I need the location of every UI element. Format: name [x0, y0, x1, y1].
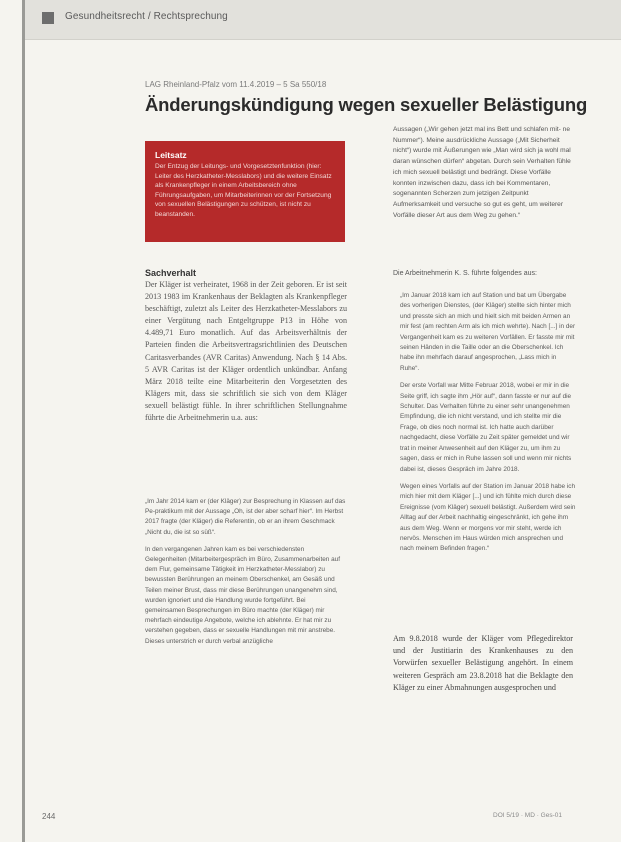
article-headline: Änderungskündigung wegen sexueller Belästigung: [145, 94, 588, 115]
quote-paragraph: „Im Januar 2018 kam ich auf Station und bat um Übergabe des vorherigen Dienstes, (der Kläger) stellte sich hinter mich und presste sich an mich und hielt sich mit beiden Armen an mir fest (am rechten Arm als ich mich wehrte). Nach [...] in der Vergangenheit kam es zu weiteren Vorfällen. Er fasste mir mit seinen Händen in die Taille oder an die Oberschenkel. Ich habe ihn mehrfach darauf angesprochen, „Lass mich in Ruhe“.: [400, 292, 576, 372]
right-quote-block: [400, 291, 576, 562]
leitsatz-text: Der Entzug der Leitungs- und Vorgesetztenfunktion (hier: Leiter des Herzkatheter-Messlabors) und die weitere Einsatz als Krankenpfleger in einem Arbeitsbereich ohne Führungsaufgaben, um Mitarbeiterinnen vor der Fortsetzung von sexuellen Belästigungen zu schützen, ist nicht zu beanstanden.: [155, 163, 332, 218]
left-margin-rule: [22, 0, 25, 842]
right-column-body: Am 9.8.2018 wurde der Kläger vom Pflegedirektor und der Justitiarin des Krankenhauses zu den Vorwürfen sexueller Belästigung angehört. In einem weiteren Gespräch am 23.8.2018 hat die Beklagte den Kläger zu einer Abmahnungen ausgesprochen und: [393, 634, 573, 692]
leitsatz-title: Leitsatz: [155, 150, 187, 160]
leitsatz-box: [145, 141, 345, 242]
quote-paragraph: „Im Jahr 2014 kam er (der Kläger) zur Besprechung in Klassen auf das Pe-praktikum mit der Aussage „Oh, ist der aber scharf hier“. Im Herbst 2017 fragte (der Kläger) die Referentin, ob er an ihrem Geschmack „Nicht du, die ist so süß“.: [145, 498, 346, 536]
sachverhalt-heading: Sachverhalt: [145, 268, 197, 278]
court-decision-reference: LAG Rheinland-Pfalz vom 11.4.2019 – 5 Sa 550/18: [145, 80, 327, 89]
quote-paragraph: In den vergangenen Jahren kam es bei verschiedensten Gelegenheiten (Mitarbeitergespräch im Büro, Zusammenarbeiten auf dem Flur, gemeinsame Tätigkeit im Herzkatheter-Messlabor) zu bewussten Berührungen an meinem Oberschenkel, am Gesäß und Teilen meiner Brust, dass mir diese Berührungen unangenehm sind, wurden ignoriert und die Handlung wurde fortgeführt. Bei gemeinsamen Besprechungen im Büro machte (der Kläger) mir mehrfach eindeutige Angebote, welche ich ablehnte. Er hat mir zu verstehen gegeben, dass er sexuelle Handlungen mit mir anstrebe. Dieses unterstrich er durch verbal anzügliche: [145, 545, 341, 645]
quote-paragraph: Der erste Vorfall war Mitte Februar 2018, wobei er mir in die Seite griff, ich sagte ihm „Hör auf“, dann fasste er nur auf die Schulter. Das Verhalten führte zu einer sehr unangenehmen Empfindung, die ich nicht verstand, und ich stellte mir die Frage, ob dies noch normal ist. Ich hatte auch darüber nachgedacht, diese Vorfälle zu Zeit später gemeldet und wir trat in meiner Anwesenheit auf den Kläger zu, um ihm zu sagen, dass er mich in Ruhe lassen soll und wenn mir nichts dabei ist, dieses Gespräch im Jahre 2018.: [400, 382, 572, 473]
footer-reference: DOI 5/19 · MD · Ges-01: [493, 812, 562, 819]
left-quote-block: [145, 497, 347, 654]
section-square-icon: [42, 12, 54, 24]
section-title: Gesundheitsrecht / Rechtsprechung: [65, 11, 228, 22]
page-number: 244: [42, 812, 56, 821]
right-column-intro: Die Arbeitnehmerin K. S. führte folgendes aus:: [393, 270, 537, 277]
right-column-top-quote: Aussagen („Wir gehen jetzt mal ins Bett und schlafen mit- ne Nummer“). Meine ausdrückliche Aussage („Mit Sicherheit nicht“) wurde mit Äußerungen wie „Man wird sich ja wohl mal daran wünschen dürfen“ abgetan. Durch sein Verhalten fühle ich mich sexuell belästigt und bedrängt. Diese Vorfälle konnten inzwischen dazu, dass ich bei Kommentaren, sogenannten Scherzen zum jetzigen Zeitpunkt Aufmerksamkeit und versuche so gut es geht, um weiterer Vorfälle dieser Art aus dem Weg zu gehen.“: [393, 126, 571, 219]
sachverhalt-text: Der Kläger ist verheiratet, 1968 in der Zeit geboren. Er ist seit 2013 1983 im Krankenhaus der Beklagten als Krankenpfleger beschäftigt, zuletzt als Leiter des Herzkatheter-Messlabors zu einer Vergütung nach Entgeltgruppe P13 in Höhe von 4.489,71 Euro monatlich. Auf das Arbeitsverhältnis der Parteien finden die Arbeitsvertragsrichtlinien des Deutschen Caritasverbandes (AVR Caritas) Anwendung. Nach § 14 Abs. 5 AVR Caritas ist der Kläger ordentlich unkündbar. Anfang März 2018 teilte eine Mitarbeiterin den Vorgesetzten des Klägers mit, dass sie schriftlich sie sich von dem Kläger sexuell belästigt fühle. In ihrer schriftlichen Stellungnahme führte die Arbeitnehmerin u.a. aus:: [145, 280, 347, 423]
quote-paragraph: Wegen eines Vorfalls auf der Station im Januar 2018 habe ich mich hier mit dem Kläger [...] und ich fühlte mich durch diese Ereignisse (vom Kläger) sexuell belästigt. Außerdem wird sein Alltag auf der Arbeit nachhaltig eingeschränkt, ich gehe ihm aus dem Weg. Wenn er morgens vor mir steht, werde ich nervös. Menschen im Haus würden mich ansprechen und nach meinem Befinden fragen.“: [400, 482, 576, 553]
